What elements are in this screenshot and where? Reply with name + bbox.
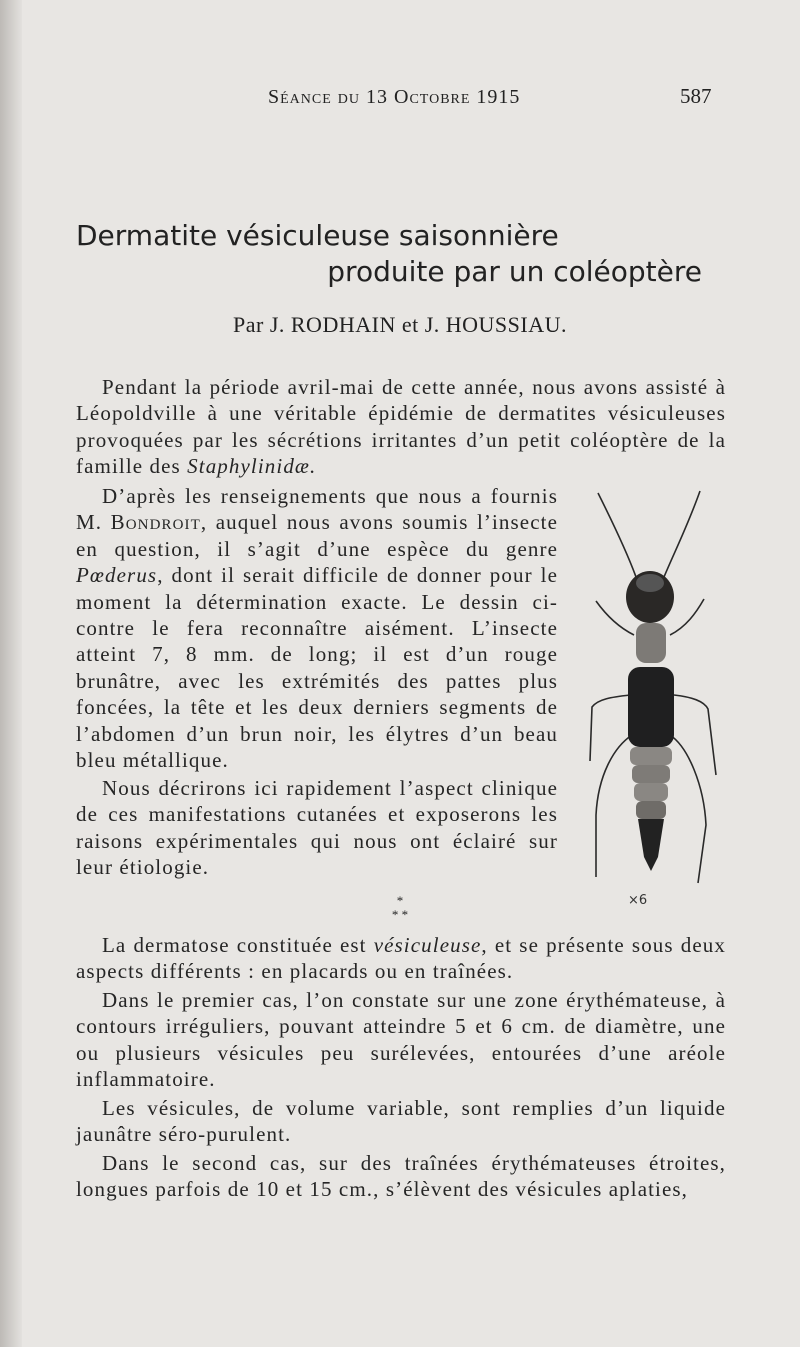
title-line-2: produite par un coléoptère <box>327 255 702 288</box>
paragraph-3: Nous décrirons ici rapidement l’aspect clinique de ces manifestations cutanées et exposerons les raisons expérimentales qui nous ont éclairé sur leur étiologie. <box>76 776 558 880</box>
paragraph-7: Dans le second cas, sur des traînées érythémateuses étroites, longues parfois de 10 et 15 cm., s’élèvent des vésicules aplaties, <box>76 1151 726 1202</box>
person-name: Bondroit <box>110 510 201 535</box>
authors-line: Par J. RODHAIN et J. HOUSSIAU. <box>233 312 567 337</box>
figure-scale-label: ×6 <box>628 893 648 908</box>
separator-stars-bottom: * * <box>391 907 409 922</box>
beetle-illustration <box>578 485 724 890</box>
section-separator <box>388 894 412 922</box>
separator-star-top: * <box>396 893 404 908</box>
paragraph-1-text: Pendant la période avril-mai de cette année, nous avons assisté à Léopoldville à une véritable épidémie de dermatites vésiculeuses provoquées par les sécrétions irritantes d’un petit coléoptère de la famille des <box>76 375 726 479</box>
family-name: Staphylinidæ. <box>187 454 317 479</box>
genus-name: Pœderus <box>76 563 158 588</box>
paragraph-6: Les vésicules, de volume variable, sont remplies d’un liquide jaunâtre séro-purulent. <box>76 1096 726 1147</box>
paragraph-4 <box>76 932 726 985</box>
book-spine-shadow <box>0 0 22 1347</box>
paragraph-5: Dans le premier cas, l’on constate sur une zone érythémateuse, à contours irréguliers, pouvant atteindre 5 et 6 cm. de diamètre, une ou plusieurs vésicules peu surélevées, entourées d’une aréole inflammatoire. <box>76 988 726 1092</box>
running-head: Séance du 13 Octobre 1915 <box>268 86 521 108</box>
paragraph-4-text-a: La dermatose constituée est <box>102 933 374 957</box>
paragraph-2-text-a: D’après les renseignements que nous a fournis M. <box>76 484 558 535</box>
article-title <box>76 218 726 290</box>
paragraph-4-italic: vésiculeuse <box>373 933 482 957</box>
page-number: 587 <box>680 84 712 108</box>
paragraph-2-text-c: , dont il serait difficile de donner pour le moment la détermination exacte. Le dessin ci-contre le fera reconnaître aisément. L’insecte atteint 7, 8 mm. de long; il est d’un rouge brunâtre, avec les extrémités des pattes plus foncées, la tête et les deux derniers segments de l’abdomen d’un brun noir, les élytres d’un beau bleu métallique. <box>76 563 558 773</box>
paragraph-4-text-b: , et se présente sous deux aspects différents : en placards ou en traînées. <box>76 933 726 984</box>
title-line-1: Dermatite vésiculeuse saisonnière <box>76 219 559 252</box>
paragraph-2 <box>76 483 558 773</box>
paragraph-2-text-b: , auquel nous avons soumis l’insecte en question, il s’agit d’une espèce du genre <box>76 510 558 561</box>
paragraph-1 <box>76 374 726 480</box>
